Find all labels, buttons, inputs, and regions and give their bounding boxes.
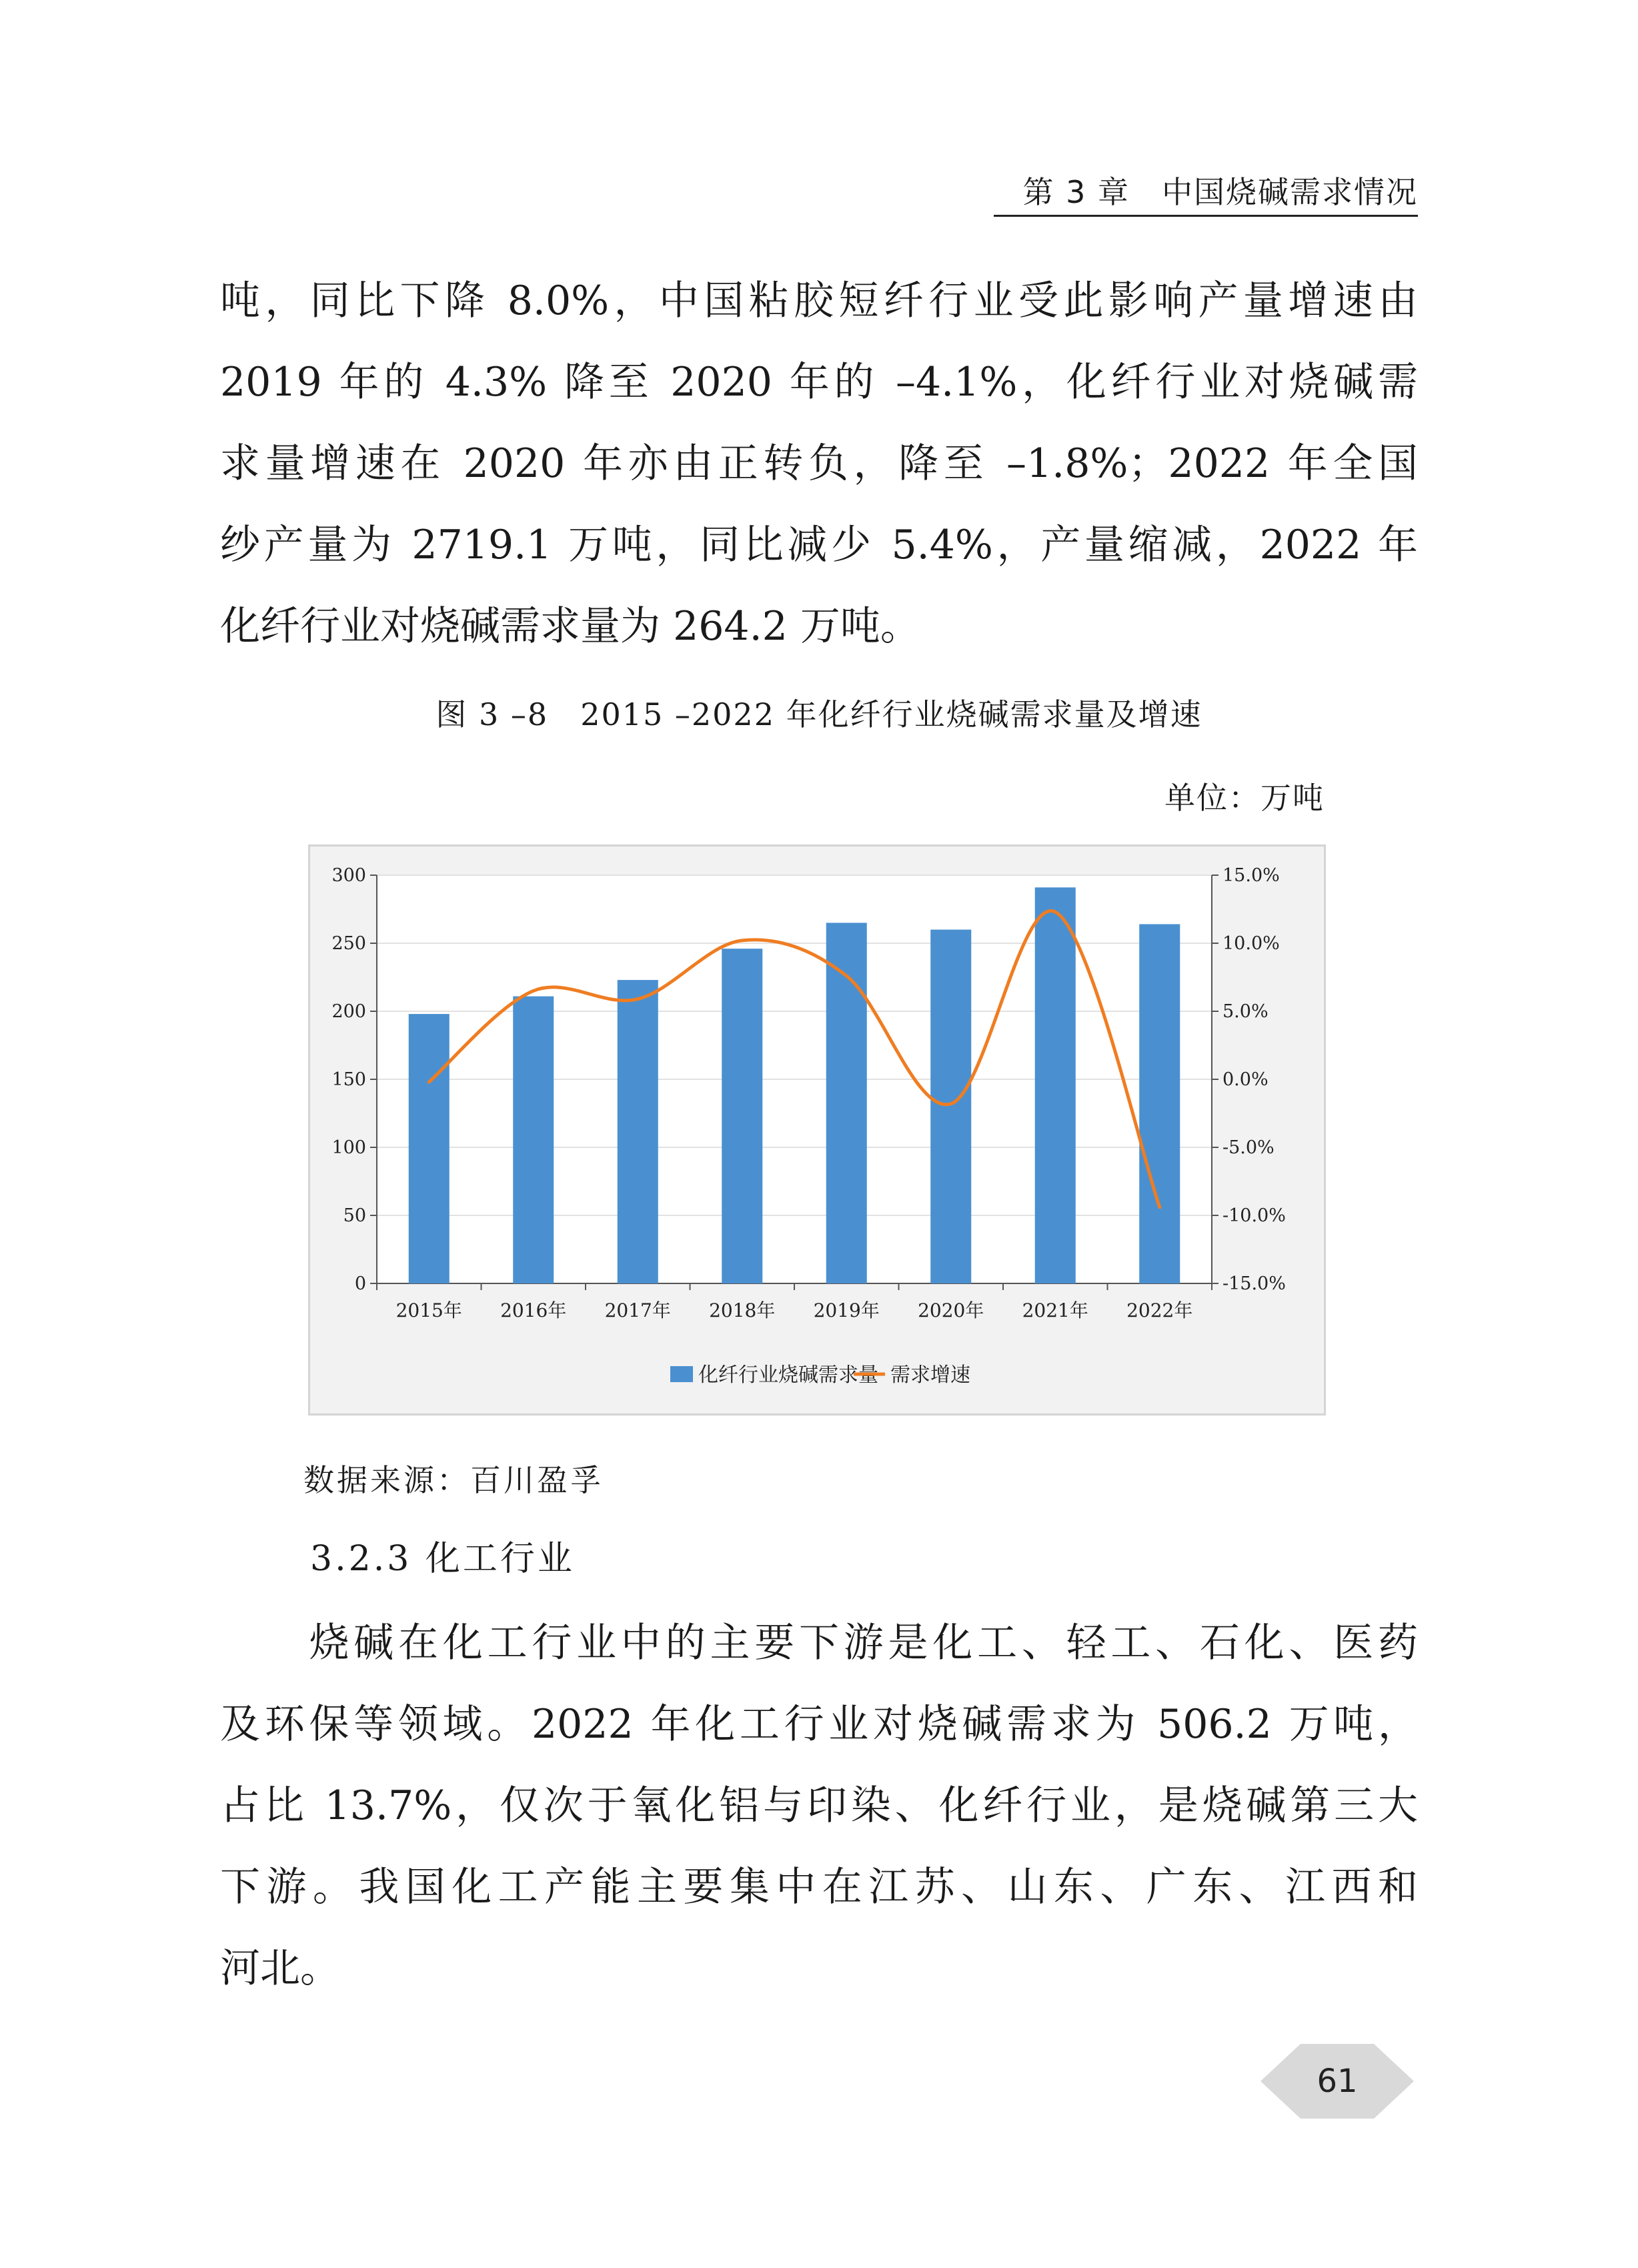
right-axis-tick-label: 10.0% — [1222, 933, 1280, 954]
legend-label-line: 需求增速 — [890, 1363, 970, 1387]
figure-unit: 单位：万吨 — [1164, 780, 1325, 816]
paragraph-2 — [220, 1602, 1418, 2009]
x-axis-tick-label: 2017年 — [604, 1299, 671, 1321]
right-axis-tick-label: 5.0% — [1222, 1001, 1269, 1022]
x-axis-tick-label: 2022年 — [1126, 1299, 1193, 1321]
left-axis-tick-label: 50 — [343, 1205, 366, 1226]
combo-chart — [310, 846, 1324, 1413]
figure-source: 数据来源：百川盈孚 — [303, 1462, 604, 1498]
paragraph-1-line: 纱产量为 2719.1 万吨，同比减少 5.4%，产量缩减，2022 年 — [220, 522, 1418, 568]
x-axis-tick-label: 2020年 — [918, 1299, 984, 1321]
x-axis-tick-label: 2015年 — [395, 1299, 462, 1321]
paragraph-1-line: 求量增速在 2020 年亦由正转负，降至 –1.8%；2022 年全国 — [220, 440, 1418, 487]
right-axis-tick-label: -5.0% — [1222, 1137, 1275, 1158]
bar — [513, 997, 554, 1283]
paragraph-1-line: 化纤行业对烧碱需求量为 264.2 万吨。 — [220, 603, 920, 650]
section-heading: 3.2.3 化工行业 — [310, 1539, 575, 1579]
header-rule — [994, 215, 1418, 217]
page-number-badge — [1261, 2041, 1414, 2121]
bar — [722, 949, 762, 1283]
paragraph-1-line: 吨，同比下降 8.0%，中国粘胶短纤行业受此影响产量增速由 — [220, 277, 1418, 324]
right-axis-tick-label: -15.0% — [1222, 1273, 1286, 1294]
page-number: 61 — [1317, 2063, 1358, 2100]
paragraph-1-line: 2019 年的 4.3% 降至 2020 年的 –4.1%，化纤行业对烧碱需 — [220, 359, 1418, 406]
paragraph-1 — [220, 260, 1418, 667]
x-axis-tick-label: 2016年 — [500, 1299, 567, 1321]
x-axis-tick-label: 2018年 — [709, 1299, 776, 1321]
bar — [930, 930, 971, 1283]
paragraph-2-line: 及环保等领域。2022 年化工行业对烧碱需求为 506.2 万吨， — [220, 1701, 1418, 1748]
paragraph-2-line: 占比 13.7%，仅次于氧化铝与印染、化纤行业，是烧碱第三大 — [220, 1782, 1418, 1829]
left-axis-tick-label: 100 — [331, 1137, 366, 1158]
bar — [1139, 924, 1180, 1283]
bar — [409, 1014, 450, 1283]
left-axis-tick-label: 300 — [331, 865, 366, 886]
paragraph-2-line: 河北。 — [220, 1945, 340, 1992]
bar — [618, 980, 658, 1283]
right-axis-tick-label: -10.0% — [1222, 1205, 1286, 1226]
running-header: 第 3 章 中国烧碱需求情况 — [1022, 174, 1418, 210]
left-axis-tick-label: 200 — [331, 1001, 366, 1022]
x-axis-tick-label: 2021年 — [1022, 1299, 1088, 1321]
paragraph-2-line: 烧碱在化工行业中的主要下游是化工、轻工、石化、医药 — [220, 1620, 1418, 1666]
right-axis-tick-label: 0.0% — [1222, 1069, 1269, 1090]
legend-label-bar: 化纤行业烧碱需求量 — [698, 1363, 878, 1387]
legend-swatch-bar — [670, 1366, 693, 1382]
bar — [1035, 887, 1076, 1283]
left-axis-tick-label: 0 — [354, 1273, 366, 1294]
paragraph-2-line: 下游。我国化工产能主要集中在江苏、山东、广东、江西和 — [220, 1864, 1418, 1910]
figure-caption: 图 3 –8 2015 –2022 年化纤行业烧碱需求量及增速 — [436, 696, 1202, 732]
x-axis-tick-label: 2019年 — [813, 1299, 880, 1321]
right-axis-tick-label: 15.0% — [1222, 865, 1280, 886]
left-axis-tick-label: 150 — [331, 1069, 366, 1090]
left-axis-tick-label: 250 — [331, 933, 366, 954]
chart-frame — [308, 844, 1326, 1415]
